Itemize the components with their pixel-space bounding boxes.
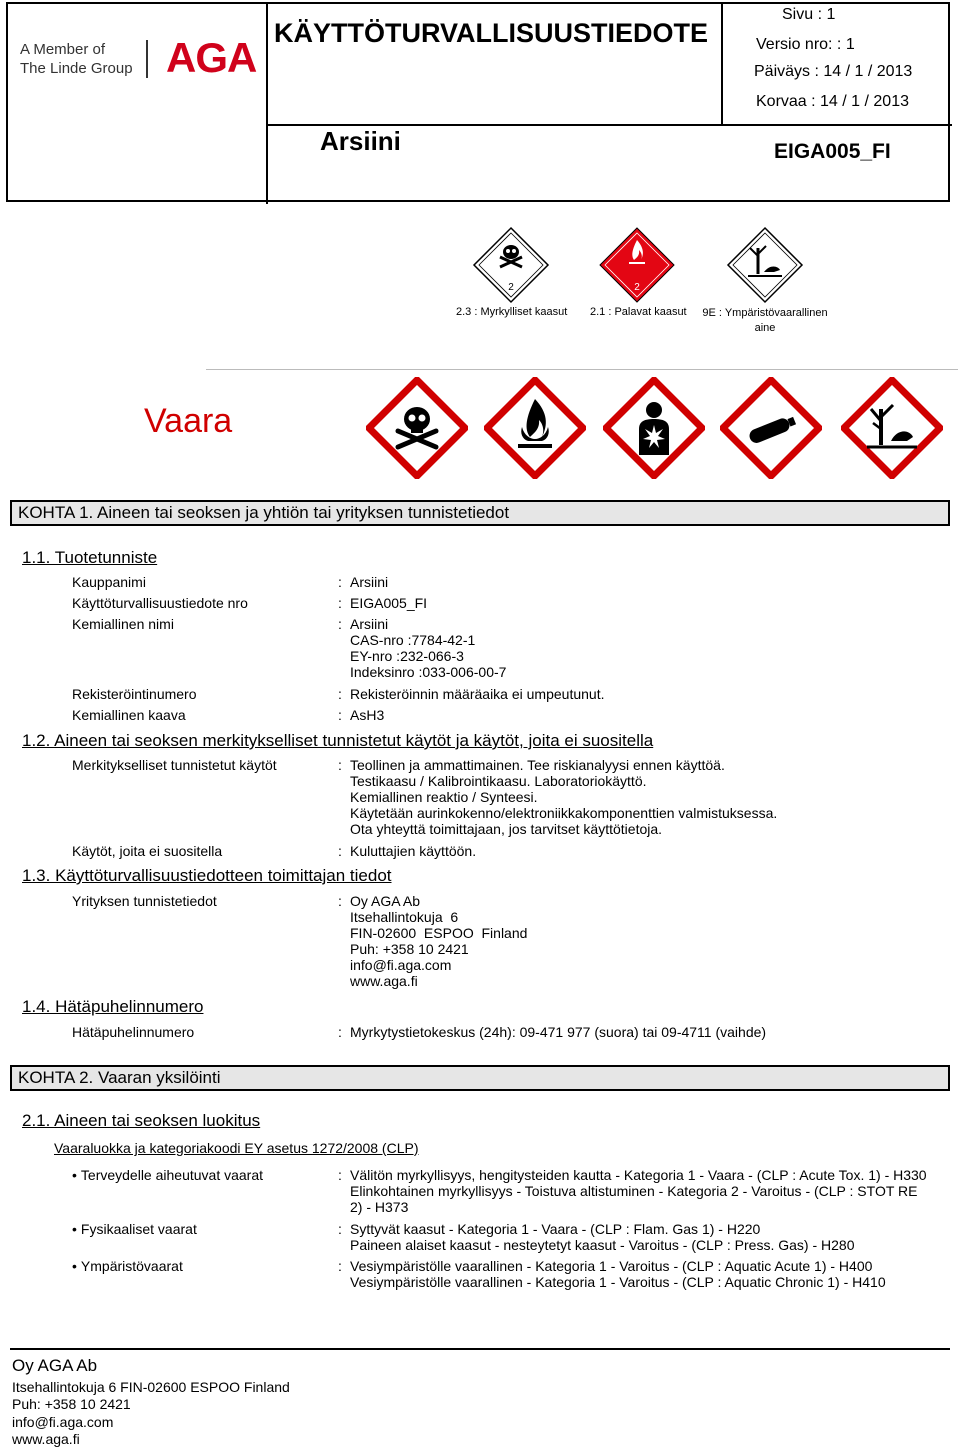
chemical-name-label: Kemiallinen nimi — [72, 616, 174, 632]
emergency-value: Myrkytystietokeskus (24h): 09-471 977 (suora) tai 09-4711 (vaihde) — [350, 1024, 767, 1040]
footer-company: Oy AGA Ab — [12, 1356, 98, 1375]
trade-name-value: Arsiini — [350, 574, 389, 590]
header-divider — [721, 4, 723, 126]
physical-hazard-line: Paineen alaiset kaasut - nesteytetyt kaasut - Varoitus - (CLP : Press. Gas) - H280 — [350, 1237, 855, 1253]
formula-value: AsH3 — [350, 707, 385, 723]
clp-heading: Vaaraluokka ja kategoriakoodi EY asetus 1272/2008 (CLP) — [54, 1140, 419, 1156]
physical-hazard-line: Syttyvät kaasut - Kategoria 1 - Vaara - (CLP : Flam. Gas 1) - H220 — [350, 1221, 761, 1237]
separator: : — [338, 686, 342, 702]
transport-caption-environment: 9E : Ympäristövaarallinen aine — [702, 307, 828, 334]
section-1-header: KOHTA 1. Aineen tai seoksen ja yhtiön tai yrityksen tunnistetiedot — [10, 500, 950, 526]
subsection-2-1: 2.1. Aineen tai seoksen luokitus — [22, 1111, 261, 1130]
identified-use-line: Testikaasu / Kalibrointikaasu. Laboratoriokäyttö. — [350, 773, 647, 789]
ec-number: EY-nro :232-066-3 — [350, 648, 464, 664]
separator: : — [338, 1024, 342, 1040]
separator: : — [338, 574, 342, 590]
company-website[interactable]: www.aga.fi — [350, 973, 418, 989]
separator: : — [338, 595, 342, 611]
sds-number-label: Käyttöturvallisuustiedote nro — [72, 595, 248, 611]
footer-phone: Puh: +358 10 2421 — [12, 1396, 131, 1412]
version-number: Versio nro: : 1 — [756, 36, 855, 53]
ghs-pictogram-health-hazard — [603, 377, 705, 479]
transport-label-environment — [726, 226, 804, 304]
subsection-1-4: 1.4. Hätäpuhelinnumero — [22, 997, 204, 1016]
ghs-pictogram-toxic — [366, 377, 468, 479]
footer-website[interactable]: www.aga.fi — [12, 1431, 80, 1447]
separator: : — [338, 757, 342, 773]
issue-date: Päiväys : 14 / 1 / 2013 — [754, 63, 913, 80]
identified-uses-label: Merkitykselliset tunnistetut käytöt — [72, 757, 277, 773]
replaces-date: Korvaa : 14 / 1 / 2013 — [756, 93, 909, 110]
document-code: EIGA005_FI — [774, 140, 891, 163]
footer-address: Itsehallintokuja 6 FIN-02600 ESPOO Finland — [12, 1379, 290, 1395]
identified-use-line: Käytetään aurinkokenno/elektroniikkakomponenttien valmistuksessa. — [350, 805, 778, 821]
linde-logo-text: A Member of The Linde Group — [20, 41, 133, 77]
health-hazard-line: Elinkohtainen myrkyllisyys - Toistuva altistuminen - Kategoria 2 - Varoitus - (CLP : STOT RE — [350, 1183, 918, 1199]
separator: : — [338, 707, 342, 723]
ghs-pictogram-flammable — [484, 377, 586, 479]
footer-email[interactable]: info@fi.aga.com — [12, 1414, 114, 1430]
identified-use-line: Kemiallinen reaktio / Synteesi. — [350, 789, 538, 805]
separator: : — [338, 616, 342, 632]
identified-use-line: Teollinen ja ammattimainen. Tee riskianalyysi ennen käyttöä. — [350, 757, 725, 773]
separator: : — [338, 1167, 342, 1183]
health-hazards-label: • Terveydelle aiheutuvat vaarat — [72, 1167, 263, 1183]
health-hazard-line: Välitön myrkyllisyys, hengitysteiden kautta - Kategoria 1 - Vaara - (CLP : Acute Tox. 1) - H330 — [350, 1167, 927, 1183]
page-number: Sivu : 1 — [782, 6, 836, 23]
health-hazard-line: 2) - H373 — [350, 1199, 409, 1215]
not-recommended-value: Kuluttajien käyttöön. — [350, 843, 477, 859]
transport-label-flammable — [598, 226, 676, 304]
document-title: KÄYTTÖTURVALLISUUSTIEDOTE — [274, 18, 709, 48]
separator: : — [338, 893, 342, 909]
formula-label: Kemiallinen kaava — [72, 707, 186, 723]
transport-label-toxic — [472, 226, 550, 304]
header-divider — [266, 4, 268, 204]
company-email[interactable]: info@fi.aga.com — [350, 957, 452, 973]
class-number: 2 — [508, 282, 514, 293]
logo-separator — [146, 40, 148, 78]
subsection-1-1: 1.1. Tuotetunniste — [22, 548, 158, 567]
trade-name-label: Kauppanimi — [72, 574, 146, 590]
emergency-label: Hätäpuhelinnumero — [72, 1024, 195, 1040]
class-number: 2 — [634, 282, 640, 293]
section-2-header: KOHTA 2. Vaaran yksilöinti — [10, 1065, 950, 1091]
identified-use-line: Ota yhteyttä toimittajaan, jos tarvitset käyttötietoja. — [350, 821, 663, 837]
environmental-hazard-line: Vesiympäristölle vaarallinen - Kategoria 1 - Varoitus - (CLP : Aquatic Acute 1) - H400 — [350, 1258, 873, 1274]
ghs-pictogram-environment — [841, 377, 943, 479]
ghs-pictogram-gas-cylinder — [720, 377, 822, 479]
registration-value: Rekisteröinnin määräaika ei umpeutunut. — [350, 686, 605, 702]
company-city: FIN-02600 ESPOO Finland — [350, 925, 528, 941]
cas-number: CAS-nro :7784-42-1 — [350, 632, 476, 648]
subsection-1-2: 1.2. Aineen tai seoksen merkitykselliset tunnistetut käytöt ja käytöt, joita ei suositella — [22, 731, 654, 750]
signal-word: Vaara — [144, 402, 233, 440]
separator: : — [338, 1221, 342, 1237]
physical-hazards-label: • Fysikaaliset vaarat — [72, 1221, 197, 1237]
not-recommended-label: Käytöt, joita ei suositella — [72, 843, 223, 859]
subsection-1-3: 1.3. Käyttöturvallisuustiedotteen toimittajan tiedot — [22, 866, 392, 885]
sds-number-value: EIGA005_FI — [350, 595, 428, 611]
footer-divider — [10, 1348, 950, 1350]
index-number: Indeksinro :033-006-00-7 — [350, 664, 507, 680]
chemical-name-value: Arsiini — [350, 616, 389, 632]
divider — [206, 369, 958, 370]
aga-logo: AGA — [166, 34, 257, 81]
company-address: Itsehallintokuja 6 — [350, 909, 459, 925]
product-name-header: Arsiini — [320, 126, 401, 156]
company-label: Yrityksen tunnistetiedot — [72, 893, 217, 909]
separator: : — [338, 1258, 342, 1274]
separator: : — [338, 843, 342, 859]
transport-caption-toxic: 2.3 : Myrkylliset kaasut — [456, 306, 568, 318]
environmental-hazard-line: Vesiympäristölle vaarallinen - Kategoria 1 - Varoitus - (CLP : Aquatic Chronic 1) - H410 — [350, 1274, 886, 1290]
registration-label: Rekisteröintinumero — [72, 686, 197, 702]
environmental-hazards-label: • Ympäristövaarat — [72, 1258, 183, 1274]
company-phone: Puh: +358 10 2421 — [350, 941, 469, 957]
transport-caption-flammable: 2.1 : Palavat kaasut — [590, 306, 687, 318]
company-name: Oy AGA Ab — [350, 893, 421, 909]
